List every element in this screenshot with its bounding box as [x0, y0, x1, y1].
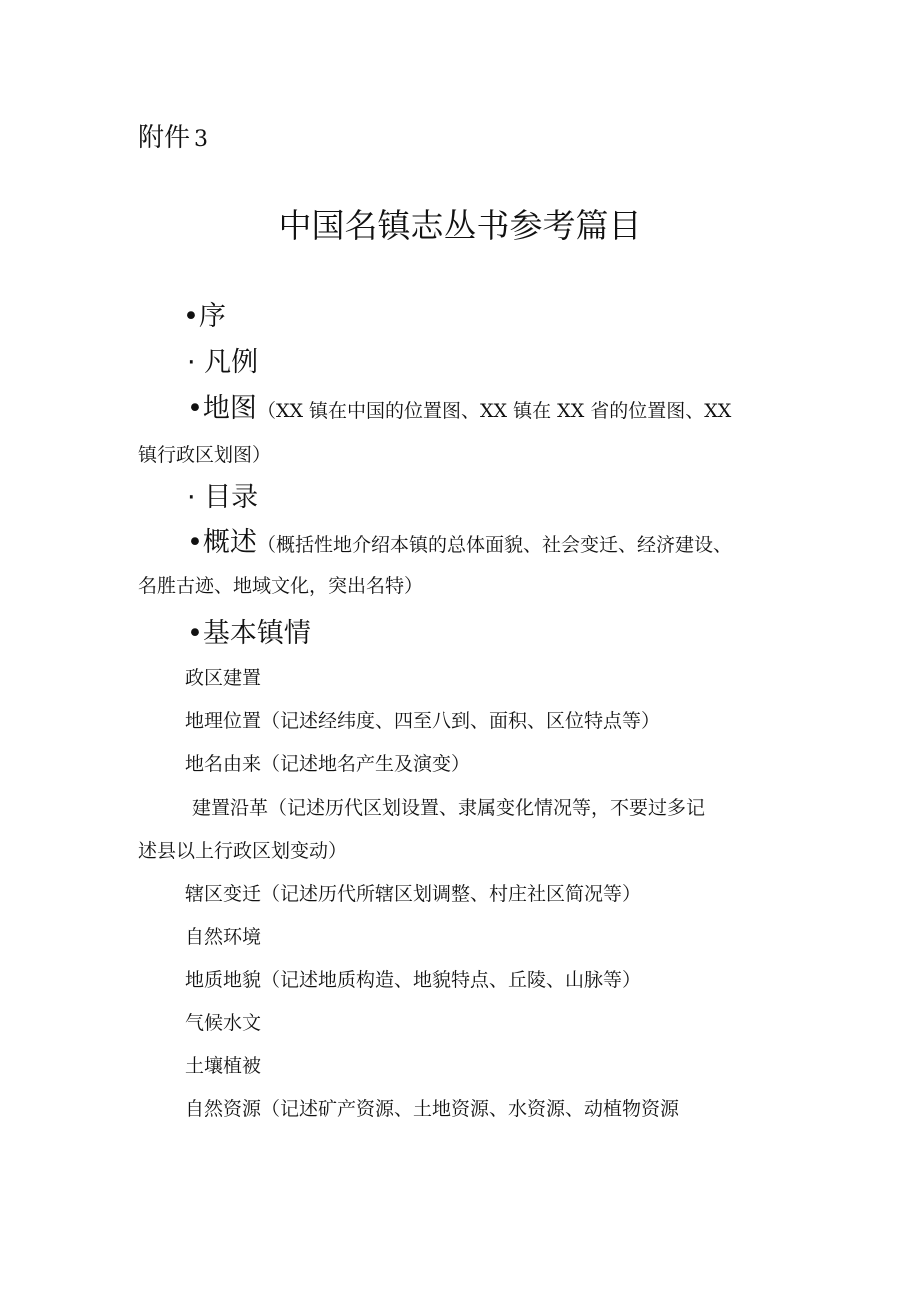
list-item: 自然环境	[185, 926, 262, 948]
section-preface: •序	[183, 301, 226, 332]
overview-note-continued: 名胜古迹、地域文化，突出名特）	[138, 575, 424, 597]
list-item: 辖区变迁（记述历代所辖区划调整、村庄社区简况等）	[185, 883, 642, 905]
maps-heading: •地图	[187, 393, 257, 424]
list-item: 自然资源（记述矿产资源、土地资源、水资源、动植物资源	[185, 1098, 680, 1120]
list-item-continued: 述县以上行政区划变动）	[138, 840, 348, 862]
document-title: 中国名镇志丛书参考篇目	[278, 206, 642, 245]
section-basic: •基本镇情	[187, 618, 311, 649]
maps-note-continued: 镇行政区划图）	[138, 444, 272, 466]
list-item: 地名由来（记述地名产生及演变）	[185, 753, 471, 775]
list-item: 气候水文	[185, 1012, 262, 1034]
section-contents: · 目录	[187, 482, 259, 513]
list-item: 地质地貌（记述地质构造、地貌特点、丘陵、山脉等）	[185, 969, 642, 991]
section-maps	[187, 387, 731, 433]
list-item: 建置沿革（记述历代区划设置、隶属变化情况等，不要过多记	[192, 797, 706, 819]
section-overview	[187, 521, 732, 567]
list-item: 地理位置（记述经纬度、四至八到、面积、区位特点等）	[185, 710, 661, 732]
section-guide: · 凡例	[187, 347, 259, 378]
list-item: 政区建置	[185, 667, 262, 689]
list-item: 土壤植被	[185, 1055, 262, 1077]
attachment-number: 3	[194, 127, 209, 152]
attachment-text: 附件	[138, 123, 191, 153]
maps-note: （XX 镇在中国的位置图、XX 镇在 XX 省的位置图、XX	[256, 400, 732, 422]
overview-note: （概括性地介绍本镇的总体面貌、社会变迁、经济建设、	[256, 534, 732, 556]
overview-heading: •概述	[187, 527, 257, 558]
attachment-label	[138, 116, 208, 162]
